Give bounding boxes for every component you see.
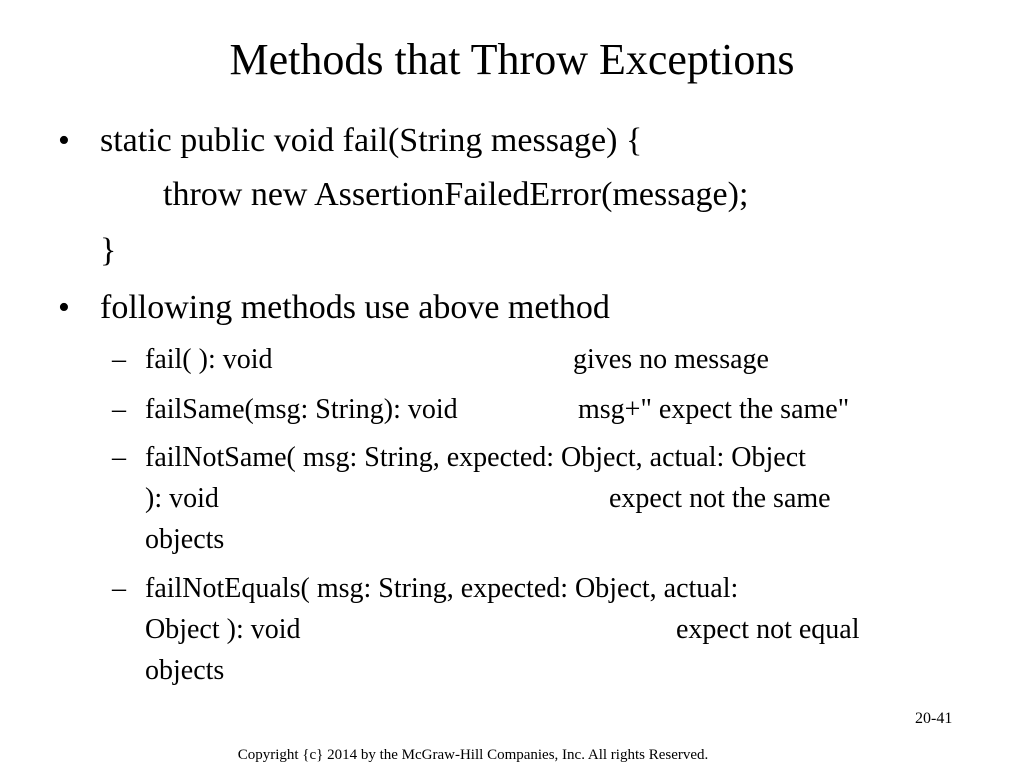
subitem-3-dash: – <box>112 442 126 473</box>
subitem-3-description: expect not the same <box>609 483 831 514</box>
subitem-3-line-3: objects <box>145 524 225 555</box>
bullet-2-marker: • <box>58 289 70 326</box>
subitem-4-line-1: failNotEquals( msg: String, expected: Object, actual: <box>145 573 739 604</box>
page-number: 20-41 <box>915 710 953 727</box>
subitem-1-dash: – <box>112 344 126 375</box>
subitem-2-dash: – <box>112 394 126 425</box>
bullet-1-marker: • <box>58 122 70 159</box>
subitem-4-description: expect not equal <box>676 614 860 645</box>
copyright-notice: Copyright {c} 2014 by the McGraw-Hill Companies, Inc. All rights Reserved. <box>237 747 709 763</box>
subitem-4-signature: Object ): void <box>145 614 301 645</box>
bullet-2-text: following methods use above method <box>100 289 610 326</box>
subitem-2-description: msg+" expect the same" <box>578 394 850 425</box>
code-line-2: throw new AssertionFailedError(message); <box>163 176 749 213</box>
subitem-2-signature: failSame(msg: String): void <box>145 394 458 425</box>
code-line-3: } <box>100 232 117 269</box>
subitem-3-signature: ): void <box>145 483 219 514</box>
slide-title: Methods that Throw Exceptions <box>229 35 795 84</box>
code-line-1: static public void fail(String message) { <box>100 122 643 159</box>
subitem-3-line-1: failNotSame( msg: String, expected: Object, actual: Object <box>145 442 806 473</box>
subitem-4-line-3: objects <box>145 655 225 686</box>
subitem-1-signature: fail( ): void <box>145 344 273 375</box>
subitem-4-dash: – <box>112 573 126 604</box>
subitem-1-description: gives no message <box>573 344 769 375</box>
